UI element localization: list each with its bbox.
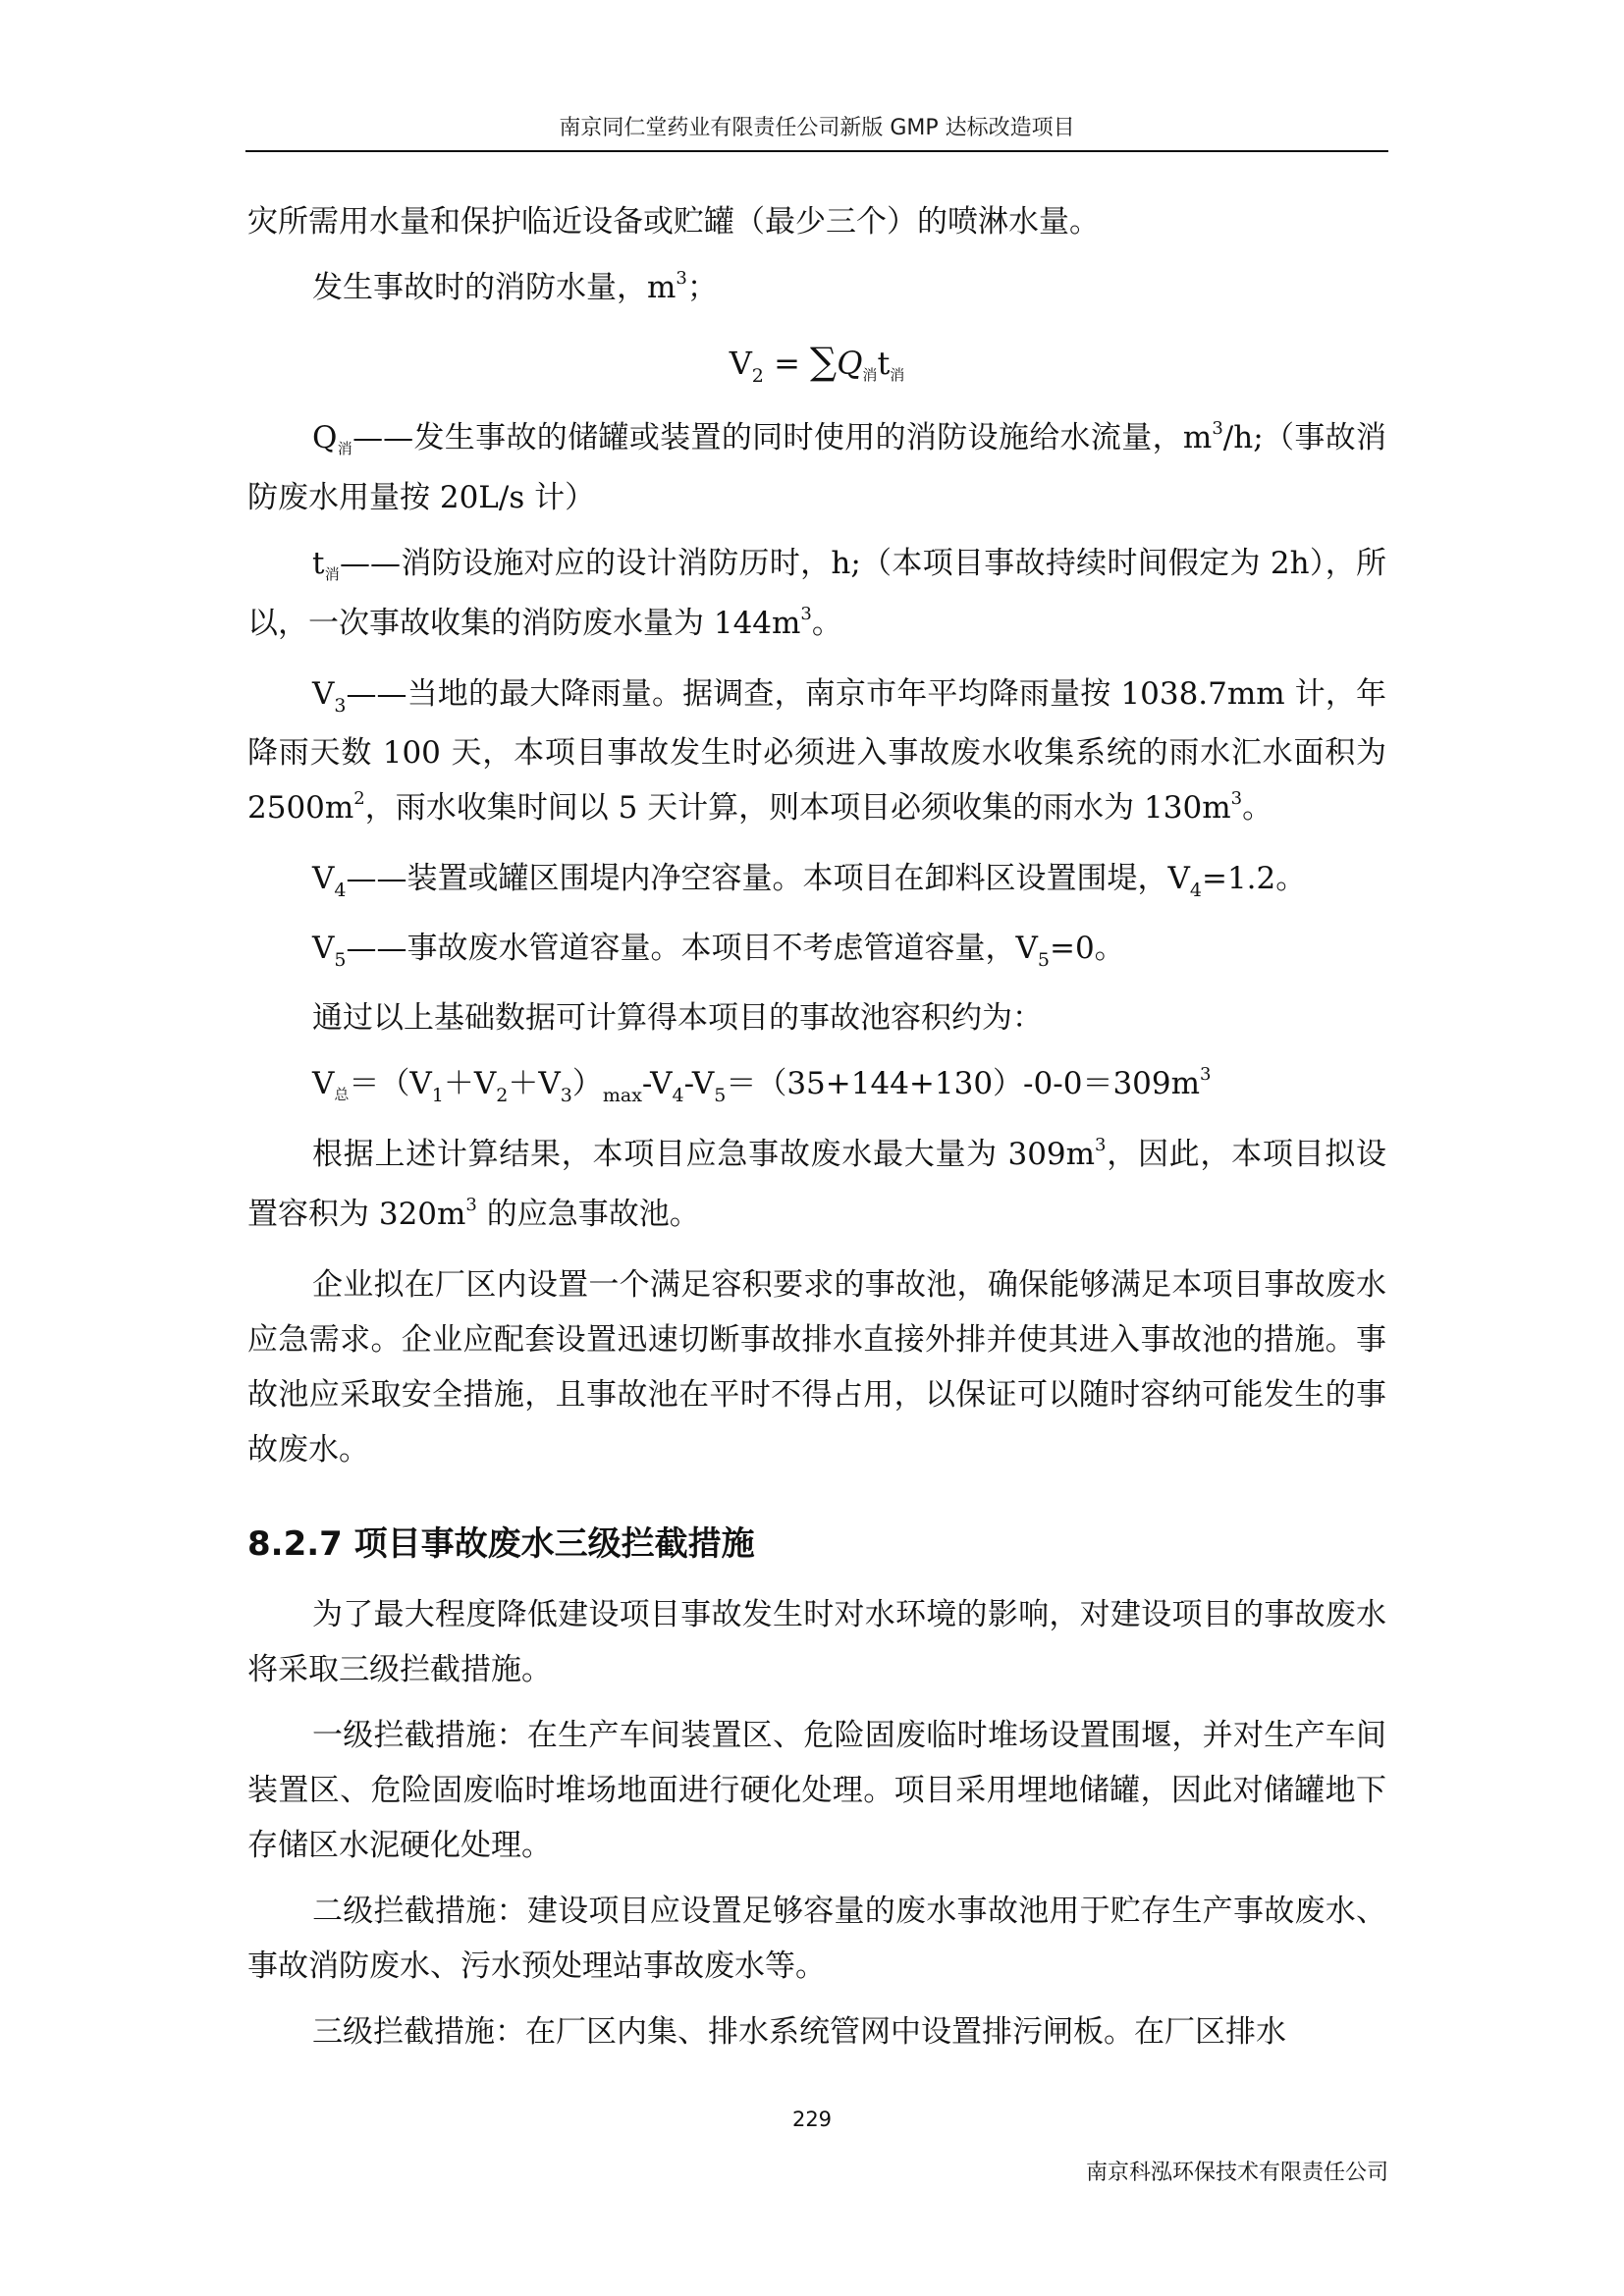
paragraph-v3-definition: $V_3——$当地的最大降雨量。据调查，南京市年平均降雨量按 1038.7mm 计，年降雨天数 100 天，本项目事故发生时必须进入事故废水收集系统的雨水汇水面积为 $2500m^2$，雨水收集时间以 5 天计算，则本项目必须收集的雨水为 $130m^3$。 [247,676,1386,826]
document-body [247,194,1386,2070]
formula-total-volume: V总$=(V_1+V_2+V_3)_{max}-V_4-V_5=(35+144+130)-0-0=309m^3$ [312,1064,1212,1106]
running-header: 南京同仁堂药业有限责任公司新版 GMP 达标改造项目 [559,116,1075,140]
formula-v2: $V_2 = \sum Q$消t消 [729,340,905,387]
section-heading: 8.2.7 项目事故废水三级拦截措施 [247,1524,755,1564]
footer-company: 南京科泓环保技术有限责任公司 [1085,2161,1388,2185]
page-number: 229 [791,2108,833,2131]
paragraph-v5-definition: $V_5——$事故废水管道容量。本项目不考虑管道容量，$V_5=0$。 [312,931,1125,971]
paragraph-fire-water: 发生事故时的消防水量，$m^3$； [312,268,718,305]
header-divider [245,150,1388,152]
paragraph-level-two: 二级拦截措施：建设项目应设置足够容量的废水事故池用于贮存生产事故废水、事故消防废水、污水预处理站事故废水等。 [247,1894,1386,1984]
paragraph-t-definition: t消——消防设施对应的设计消防历时，h;（本项目事故持续时间假定为 2h），所以，一次事故收集的消防废水量为 $144m^3$。 [247,546,1386,641]
paragraph-calculation-intro: 通过以上基础数据可计算得本项目的事故池容积约为： [312,1000,1043,1036]
paragraph-continuation: 灾所需用水量和保护临近设备或贮罐（最少三个）的喷淋水量。 [247,204,1100,240]
paragraph-calculation-result: 根据上述计算结果，本项目应急事故废水最大量为 $309m^3$，因此，本项目拟设置容积为 $320m^3$ 的应急事故池。 [247,1135,1387,1232]
paragraph-accident-pool: 企业拟在厂区内设置一个满足容积要求的事故池，确保能够满足本项目事故废水应急需求。企业应配套设置迅速切断事故排水直接外排并使其进入事故池的措施。事故池应采取安全措施，且事故池在平时不得占用，以保证可以随时容纳可能发生的事故废水。 [247,1267,1386,1468]
paragraph-level-three: 三级拦截措施：在厂区内集、排水系统管网中设置排污闸板。在厂区排水 [312,2014,1286,2050]
paragraph-level-one: 一级拦截措施：在生产车间装置区、危险固废临时堆场设置围堰，并对生产车间装置区、危险固废临时堆场地面进行硬化处理。项目采用埋地储罐，因此对储罐地下存储区水泥硬化处理。 [247,1718,1386,1863]
paragraph-v4-definition: $V_4——$装置或罐区围堤内净空容量。本项目在卸料区设置围堤，$V_4=1.2$。 [312,861,1307,901]
paragraph-three-level-intro: 为了最大程度降低建设项目事故发生时对水环境的影响，对建设项目的事故废水将采取三级拦截措施。 [247,1597,1386,1687]
paragraph-q-definition: Q消——发生事故的储罐或装置的同时使用的消防设施给水流量，$m^3/h$;（事故消防废水用量按 20L/s 计） [247,418,1386,515]
